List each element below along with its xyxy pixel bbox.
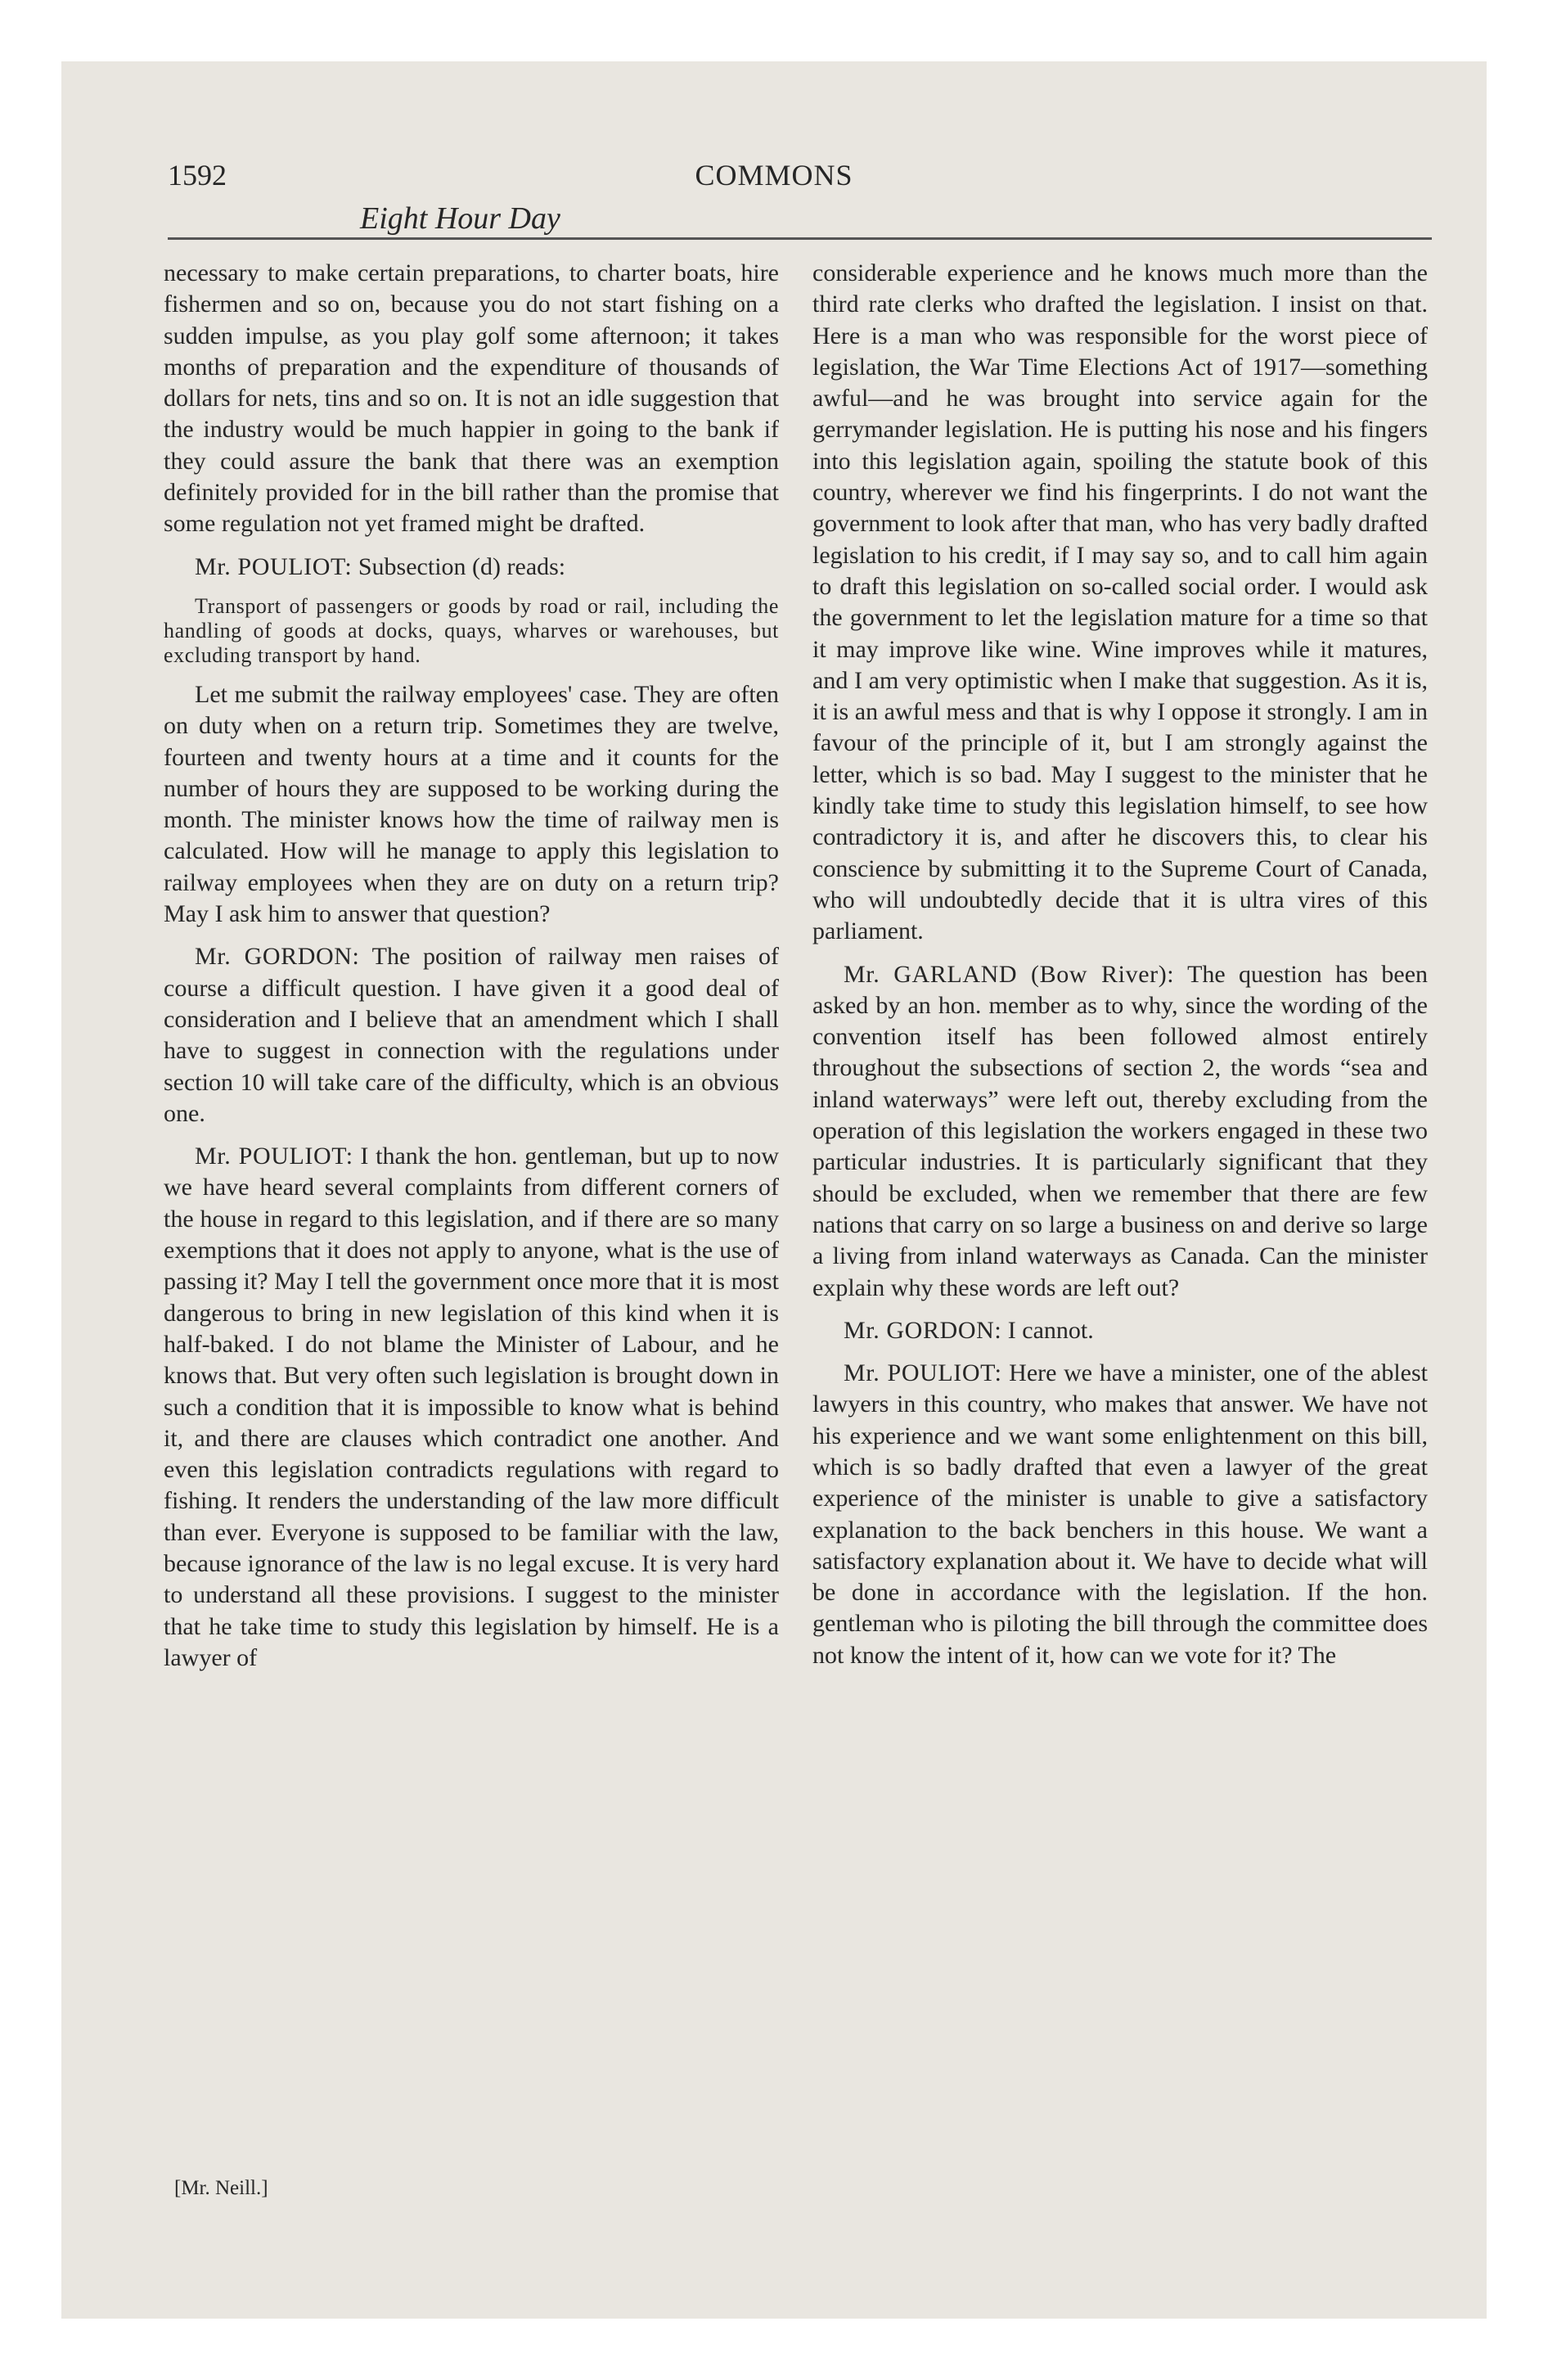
speech-text: I thank the hon. gentleman, but up to now we have heard several complaints from different corners of the house in regard to this legislation, and if there are so many exemptions that it does not apply to anyone, what is the use of passing it? May I tell the government once more that it is most dangerous to bring in new legislation of this kind when it is half-baked. I do not blame the Minister of Labour, and he knows that. But very often such legislation is brought down in such a condition that it is impossible to know what is behind it, and there are clauses which contradict one another. And even this legislation contradicts regulations with regard to fishing. It renders the understanding of the law more difficult than ever. Everyone is supposed to be familiar with the law, because ignorance of the law is no legal excuse. It is very hard to understand all these provisions. I suggest to the minister that he take time to study this legislation by himself. He is a lawyer of [164,1143,780,1671]
speaker-name: Mr. POULIOT: [195,552,353,580]
speaker-name: Mr. POULIOT: [844,1359,1002,1387]
speaker-name: Mr. GARLAND (Bow River): [844,960,1175,988]
speaker-name: Mr. GORDON: [844,1316,1002,1344]
right-column [812,258,1428,1683]
speech [812,1315,1428,1346]
speech-text: The question has been asked by an hon. member as to why, since the wording of the convention itself has been followed almost entirely throughout the subsections of section 2, the words “sea and inland waterways” were left out, thereby excluding from the operation of this legislation the workers engaged in these two particular industries. It is particularly significant that they should be excluded, when we remember that there are few nations that carry on so large a business on and derive so large a living from inland waterways as Canada. Can the minister explain why these words are left out? [812,960,1429,1301]
paragraph: necessary to make certain preparations, to charter boats, hire fishermen and so on, because you do not start fishing on a sudden impulse, as you play golf some afternoon; it takes months of preparation and the expenditure of thousands of dollars for nets, tins and so on. It is not an idle suggestion that the industry would be much happier in going to the bank if they could assure the bank that there was an exemption definitely provided for in the bill rather than the promise that some regulation not yet framed might be drafted. [164,259,779,538]
speech-text: Subsection (d) reads: [358,552,566,580]
speech [164,1141,779,1674]
speaker-attribution: [Mr. Neill.] [174,2177,268,2199]
speech [812,959,1428,1304]
speaker-name: Mr. GORDON: [195,943,360,971]
running-title: COMMONS [695,159,853,192]
speech [812,1358,1428,1671]
speech-text: Here we have a minister, one of the ablest lawyers in this country, who makes that answer. We have not his experience and we want some enlightenment on this bill, which is so badly drafted that even a lawyer of the great experience of the minister is unable to give a satisfactory explanation to the back benchers in this house. We want a satisfactory explanation about it. We have to decide what will be done in accordance with the legislation. If the hon. gentleman who is piloting the bill through the committee does not know the intent of it, how can we vote for it? The [812,1359,1429,1669]
paragraph: considerable experience and he knows much more than the third rate clerks who drafted the legislation. I insist on that. Here is a man who was responsible for the worst piece of legislation, the War Time Elections Act of 1917—something awful—and he was brought into service again for the gerrymander legislation. He is putting his nose and his fingers into this legislation again, spoiling the statute book of this country, wherever we find his fingerprints. I do not want the government to look after that man, who has very badly drafted legislation to his credit, if I may say so, and to call him again to draft this legislation on so-called social order. I would ask the government to let the legislation mature for a time so that it may improve like wine. Wine improves while it matures, and I am very optimistic when I make that suggestion. As it is, it is an awful mess and that is why I oppose it strongly. I am in favour of the principle of it, but I am strongly against the letter, which is so bad. May I suggest to the minister that he kindly take time to study this legislation himself, to see how contradictory it is, and after he discovers this, to clear his conscience by submitting it to the Supreme Court of Canada, who will undoubtedly decide that it is ultra vires of this parliament. [812,259,1428,945]
speech-text: The position of railway men raises of course a difficult question. I have given it a good deal of consideration and I believe that an amendment which I shall have to suggest in connection with the regulations under section 10 will take care of the difficulty, which is an obvious one. [164,943,780,1127]
left-column [164,258,779,1685]
quoted-subsection: Transport of passengers or goods by road or rail, including the handling of goods at docks, quays, wharves or warehouses, but excluding transport by hand. [164,593,779,667]
speech [164,552,779,583]
paragraph: Let me submit the railway employees' case. They are often on duty when on a return trip. Sometimes they are twelve, fourteen and twenty hours at a time and it counts for the number of hours they are supposed to be working during the month. The minister knows how the time of railway men is calculated. How will he manage to apply this legislation to railway employees when they are on duty on a return trip? May I ask him to answer that question? [164,680,779,928]
speech-text: I cannot. [1007,1316,1094,1344]
subject-heading: Eight Hour Day [360,201,560,236]
speaker-name: Mr. POULIOT: [195,1143,353,1170]
header-rule [168,237,1432,240]
page-number: 1592 [168,159,227,192]
speech [164,941,779,1129]
